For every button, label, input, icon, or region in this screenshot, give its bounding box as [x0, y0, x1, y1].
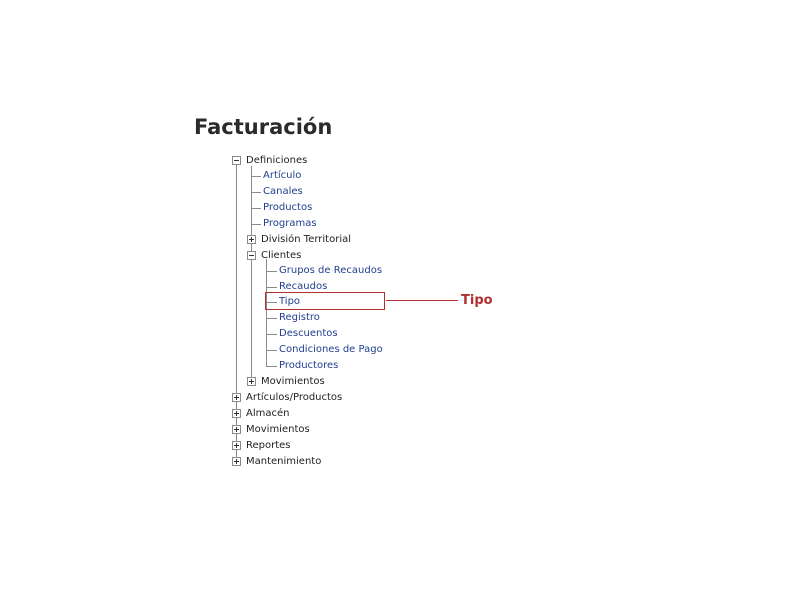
expand-icon[interactable]	[232, 425, 241, 434]
page-title: Facturación	[194, 115, 333, 139]
tree-node-almacen[interactable]: Almacén	[246, 408, 290, 419]
tree-node-grupos-recaudos[interactable]: Grupos de Recaudos	[279, 265, 383, 276]
tree-connector	[251, 192, 261, 193]
tree-node-condiciones-pago[interactable]: Condiciones de Pago	[279, 344, 383, 355]
tree-node-recaudos[interactable]: Recaudos	[279, 281, 328, 292]
tree-node-programas[interactable]: Programas	[263, 218, 317, 229]
tree-connector	[251, 176, 261, 177]
tree-node-productores[interactable]: Productores	[279, 360, 339, 371]
tree-node-tipo[interactable]: Tipo	[279, 296, 301, 307]
expand-icon[interactable]	[232, 393, 241, 402]
tree-connector	[266, 334, 277, 335]
tree-node-clientes[interactable]: Clientes	[261, 250, 302, 261]
tree-connector	[266, 366, 277, 367]
expand-icon[interactable]	[247, 377, 256, 386]
collapse-icon[interactable]	[232, 156, 241, 165]
tree-node-canales[interactable]: Canales	[263, 186, 303, 197]
highlight-box	[265, 292, 385, 310]
tree-node-mantenimiento[interactable]: Mantenimiento	[246, 456, 322, 467]
tree-node-registro[interactable]: Registro	[279, 312, 320, 323]
tree-node-movimientos[interactable]: Movimientos	[246, 424, 310, 435]
tree-node-articulo[interactable]: Artículo	[263, 170, 302, 181]
tree-node-definiciones[interactable]: Definiciones	[246, 155, 308, 166]
tree-connector	[266, 318, 277, 319]
tree-node-movimientos-sub[interactable]: Movimientos	[261, 376, 325, 387]
tree-node-division-territorial[interactable]: División Territorial	[261, 234, 352, 245]
tree-connector	[236, 164, 237, 386]
collapse-icon[interactable]	[247, 251, 256, 260]
tree-node-reportes[interactable]: Reportes	[246, 440, 291, 451]
tree-node-articulos-productos[interactable]: Artículos/Productos	[246, 392, 343, 403]
expand-icon[interactable]	[232, 441, 241, 450]
tree-connector	[251, 166, 252, 384]
expand-icon[interactable]	[232, 457, 241, 466]
callout-label: Tipo	[461, 293, 493, 308]
tree-connector	[266, 271, 277, 272]
tree-connector	[251, 208, 261, 209]
tree-node-descuentos[interactable]: Descuentos	[279, 328, 338, 339]
tree-connector	[266, 287, 277, 288]
expand-icon[interactable]	[232, 409, 241, 418]
callout-line	[386, 300, 458, 301]
expand-icon[interactable]	[247, 235, 256, 244]
tree-node-productos[interactable]: Productos	[263, 202, 313, 213]
tree-connector	[251, 224, 261, 225]
tree-connector	[266, 350, 277, 351]
